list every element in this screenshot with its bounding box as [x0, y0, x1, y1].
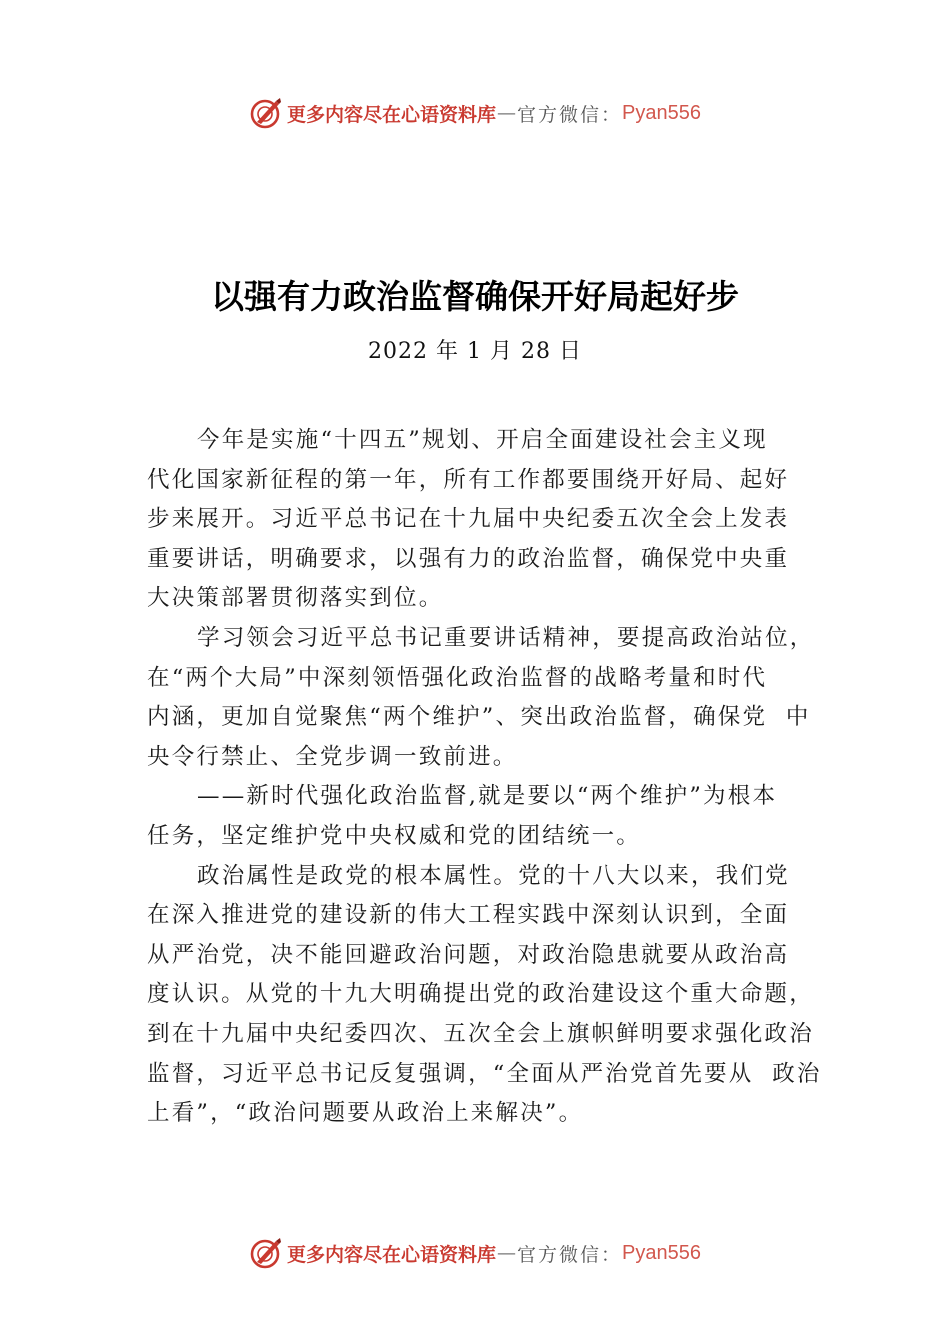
- document-body: [147, 421, 839, 1134]
- paragraph-4-line-6: 监督，习近平总书记反复强调，“全面从严治党首先要从 政治: [147, 1060, 822, 1087]
- paragraph-1-line-1: 今年是实施“十四五”规划、开启全面建设社会主义现: [197, 427, 768, 453]
- paragraph-4-line-5: 到在十九届中央纪委四次、五次全会上旗帜鲜明要求强化政治: [147, 1020, 814, 1047]
- banner-dash: —: [497, 1242, 517, 1264]
- paragraph-4-line-4: 度认识。从党的十九大明确提出党的政治建设这个重大命题，: [147, 981, 814, 1008]
- official-label: 官方微信：: [517, 103, 623, 126]
- paragraph-1-line-3: 步来展开。习近平总书记在十九届中央纪委五次全会上发表: [147, 506, 790, 533]
- banner-dash: —: [497, 102, 517, 124]
- wechat-id: Pyan556: [622, 101, 701, 124]
- brand-text: 更多内容尽在心语资料库: [287, 103, 497, 126]
- quill-seal-icon: [249, 96, 283, 130]
- paragraph-1-line-4: 重要讲话，明确要求，以强有力的政治监督，确保党中央重: [147, 545, 790, 572]
- header-banner: [0, 93, 950, 133]
- paragraph-4-line-7: 上看”，“政治问题要从政治上来解决”。: [147, 1100, 584, 1127]
- paragraph-1-line-2: 代化国家新征程的第一年，所有工作都要围绕开好局、起好: [147, 466, 790, 493]
- paragraph-2-line-1: 学习领会习近平总书记重要讲话精神，要提高政治站位，: [197, 624, 815, 651]
- paragraph-3-line-2: 任务，坚定维护党中央权威和党的团结统一。: [147, 822, 642, 849]
- wechat-id: Pyan556: [622, 1241, 701, 1264]
- footer-banner: [0, 1233, 950, 1273]
- paragraph-1-line-5: 大决策部署贯彻落实到位。: [147, 585, 444, 612]
- paragraph-2-line-4: 央令行禁止、全党步调一致前进。: [147, 743, 518, 770]
- paragraph-2-line-3: 内涵，更加自觉聚焦“两个维护”、突出政治监督，确保党 中: [147, 704, 811, 731]
- paragraph-2-line-2: 在“两个大局”中深刻领悟强化政治监督的战略考量和时代: [147, 664, 768, 691]
- official-label: 官方微信：: [517, 1243, 623, 1266]
- paragraph-3-line-1: ——新时代强化政治监督,就是要以“两个维护”为根本: [197, 783, 778, 810]
- document-date: 2022 年 1 月 28 日: [368, 339, 582, 364]
- quill-seal-icon: [249, 1236, 283, 1270]
- paragraph-4-line-2: 在深入推进党的建设新的伟大工程实践中深刻认识到，全面: [147, 902, 790, 929]
- paragraph-4-line-1: 政治属性是政党的根本属性。党的十八大以来，我们党: [197, 862, 790, 889]
- paragraph-4-line-3: 从严治党，决不能回避政治问题，对政治隐患就要从政治高: [147, 941, 790, 968]
- brand-text: 更多内容尽在心语资料库: [287, 1243, 497, 1266]
- document-title: 以强有力政治监督确保开好局起好步: [211, 277, 739, 316]
